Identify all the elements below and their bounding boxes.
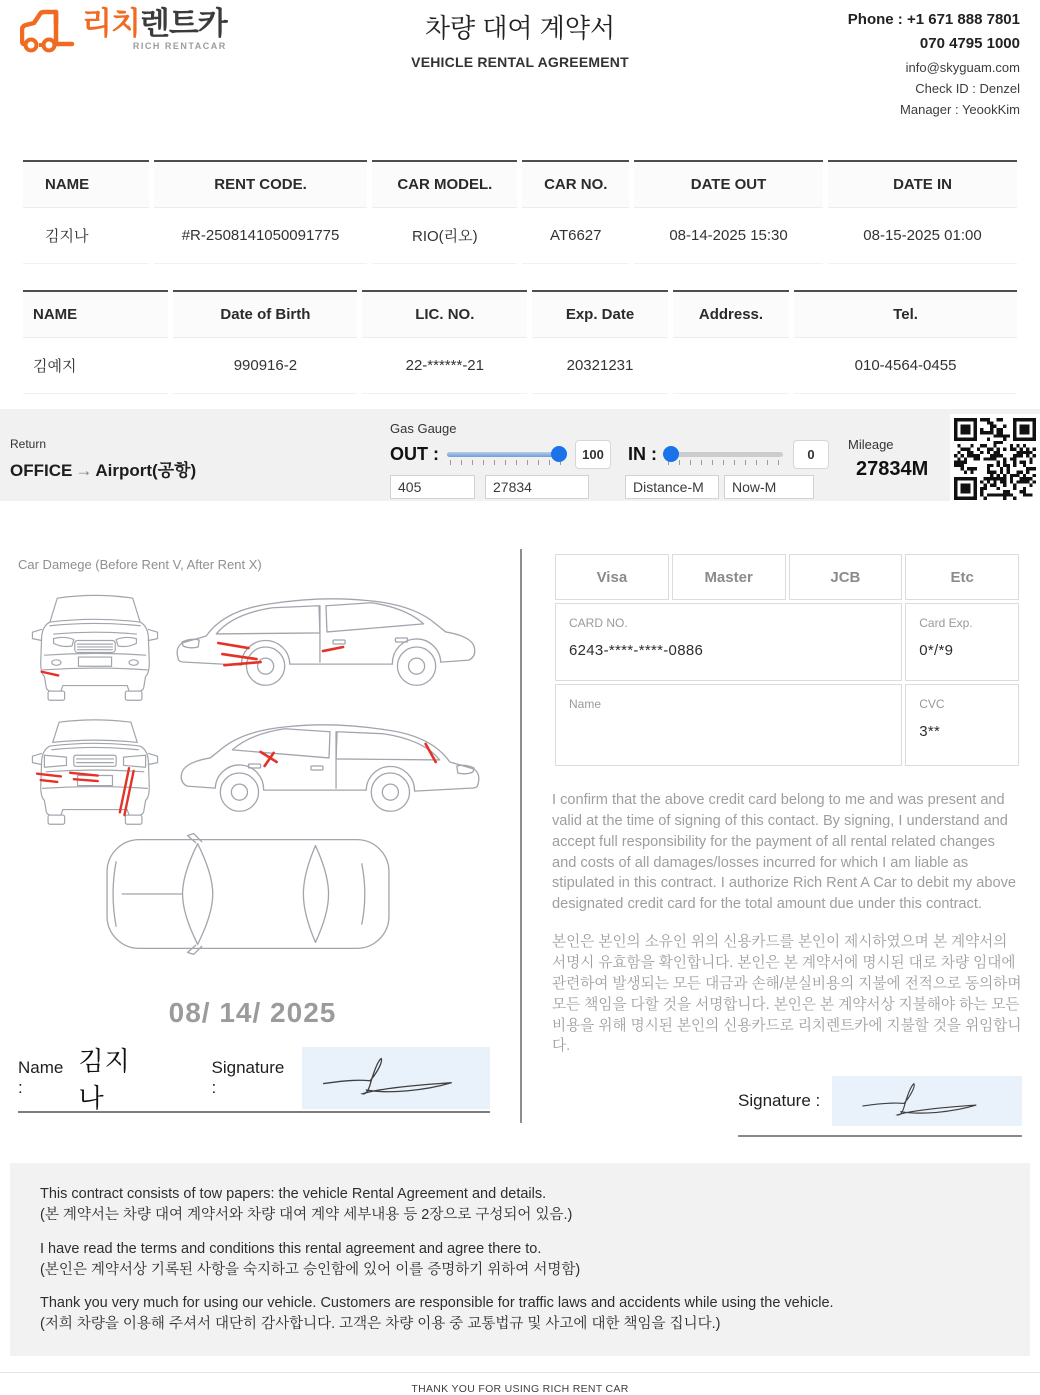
gauge-in-value: 0 (793, 440, 829, 469)
car-left-side-view-diagram[interactable] (172, 585, 484, 701)
gauge-out-value: 100 (575, 440, 611, 469)
driver-tel: 010-4564-0455 (794, 338, 1017, 394)
mileage-label: Mileage (848, 437, 894, 452)
qr-code (950, 414, 1040, 504)
card-confirmation-english: I confirm that the above credit card belong to me and was present and valid at the time of signing of this contact. By signing, I understand and accept full responsibility for the payment of all rental related changes and costs of all damages/losses incurred for which I am liable as stipulated in this contract. I authorize Rich Rent A Car to debit my above designated credit card for the total amount due under this contract. (552, 792, 1016, 913)
cardholder-signature-row (738, 1076, 1022, 1137)
credit-card-table (552, 551, 1022, 769)
terms-section (10, 1163, 1030, 1356)
phone-number-2: 070 4795 1000 (919, 35, 1020, 53)
car-rear-view-diagram[interactable] (26, 713, 164, 827)
card-type-header-row (555, 554, 1019, 600)
terms-3-english: Thank you very much for using our vehicle. Customers are responsible for traffic laws and accidents while using the vehicle. (40, 1295, 834, 1312)
driver-license-no: 22-******-21 (362, 338, 527, 394)
driver-license-exp: 20321231 (532, 338, 668, 394)
terms-1-english: This contract consists of tow papers: the vehicle Rental Agreement and details. (40, 1186, 547, 1202)
col-car-model: CAR MODEL. (372, 160, 517, 208)
col-date-of-birth: Date of Birth (173, 290, 357, 338)
card-confirmation-korean: 본인은 본인의 소유인 위의 신용카드를 본인이 제시하였으며 본 계약서의 서명시 유효함을 확인합니다. 본인은 본 계약서에 명시된 대로 차량 임대에 관련하여 발생되는 모든 대금과 손해/분실비용의 지불에 전적으로 동의하며 모든 책임을 다할 것을 서명합니다. 본인은 본 계약서상 지불해야 하는 모든 비용을 위해 명시된 본인의 신용카드로 리치렌트카에 지불할 것을 위임합니다. (552, 934, 1022, 1055)
mileage-value: 27834M (856, 458, 929, 480)
col-date-out: DATE OUT (634, 160, 823, 208)
col-name: NAME (23, 160, 149, 208)
renter-signature-row (18, 1045, 490, 1113)
rent-code: #R-2508141050091775 (154, 208, 367, 264)
col-driver-name: NAME (23, 290, 168, 338)
card-number-cell[interactable] (555, 603, 902, 681)
car-number: AT6627 (522, 208, 629, 264)
card-number-label: CARD NO. (569, 616, 628, 630)
card-number-value: 6243-****-****-0886 (569, 642, 704, 659)
gas-gauge-label: Gas Gauge (390, 421, 457, 436)
car-model: RIO(리오) (372, 208, 517, 264)
date-out: 08-14-2025 15:30 (634, 208, 823, 264)
logo-text-rich: 리치 (82, 6, 140, 41)
mileage-block (848, 437, 928, 481)
cardholder-signature-field[interactable] (832, 1076, 1022, 1126)
card-exp-cell[interactable] (905, 603, 1019, 681)
rental-date: 08/ 14/ 2025 (168, 997, 337, 1028)
footer-text: THANK YOU FOR USING RICH RENT CAR (411, 1382, 629, 1395)
col-exp-date: Exp. Date (532, 290, 668, 338)
phone-number-1: Phone : +1 671 888 7801 (847, 11, 1020, 28)
email-address: info@skyguam.com (905, 59, 1020, 75)
manager-name: Manager : YeookKim (900, 101, 1020, 117)
car-front-view-diagram[interactable] (26, 589, 164, 703)
terms-2-english: I have read the terms and conditions this rental agreement and agree there to. (40, 1240, 542, 1257)
col-license-no: LIC. NO. (362, 290, 527, 338)
payment-section (552, 545, 1022, 1121)
renter-name: 김지나 (23, 208, 149, 264)
gas-gauge-in (628, 440, 829, 469)
gauge-out-label: OUT : (390, 444, 439, 464)
driver-info-table (18, 290, 1022, 394)
card-type-master[interactable]: Master (672, 554, 786, 600)
page-footer (0, 1372, 1040, 1395)
distance-m-input[interactable] (625, 475, 719, 499)
card-holder-name-cell[interactable] (555, 684, 902, 766)
document-title-korean: 차량 대여 계약서 (424, 13, 616, 43)
signature-label: Signature : (211, 1058, 285, 1097)
slider-fill (447, 452, 565, 457)
slider-ticks (668, 460, 780, 465)
card-cvc-value: 3** (919, 723, 941, 740)
contact-info (848, 8, 1020, 120)
col-tel: Tel. (794, 290, 1017, 338)
renter-signature-field[interactable] (302, 1047, 490, 1109)
terms-1-korean: (본 계약서는 차량 대여 계약서와 차량 대여 계약 세부내용 등 2장으로 구성되어 있음.) (40, 1207, 573, 1224)
slider-track (665, 452, 783, 457)
gauge-out-slider[interactable] (447, 445, 565, 465)
check-id: Check ID : Denzel (915, 80, 1020, 96)
driver-table-row (23, 338, 1017, 394)
terms-3-korean: (저희 차량을 이용해 주셔서 대단히 감사합니다. 고객은 차량 이용 중 교통법규 및 사고에 대한 책임을 집니다.) (40, 1316, 721, 1333)
driver-name: 김예지 (23, 338, 168, 394)
return-label: Return (10, 437, 47, 451)
col-date-in: DATE IN (828, 160, 1017, 208)
status-band (0, 409, 1040, 501)
logo-caption: RICH RENTACAR (132, 41, 227, 51)
name-label: Name : (18, 1058, 64, 1097)
signature-label: Signature : (738, 1091, 821, 1111)
document-title-english: VEHICLE RENTAL AGREEMENT (411, 54, 629, 70)
slider-thumb[interactable] (663, 446, 679, 462)
card-exp-value: 0*/*9 (919, 642, 954, 659)
gas-gauge-out (390, 440, 611, 469)
return-from: OFFICE (10, 461, 73, 480)
car-damage-section (0, 545, 505, 1121)
gauge-in-slider[interactable] (665, 445, 783, 465)
driver-table-header-row (23, 290, 1017, 338)
gauge-in-label: IN : (628, 444, 657, 464)
distance-end-input[interactable] (485, 475, 589, 499)
return-to: Airport(공항) (95, 461, 197, 480)
renter-name-value: 김지나 (78, 1046, 131, 1113)
car-top-view-diagram[interactable] (102, 833, 394, 955)
rental-table-row (23, 208, 1017, 264)
logo-text-rentcar: 렌트카 (139, 6, 227, 41)
return-block (10, 437, 196, 481)
col-address: Address. (673, 290, 789, 338)
distance-start-input[interactable] (390, 475, 475, 499)
card-exp-label: Card Exp. (919, 616, 973, 630)
card-cvc-label: CVC (919, 697, 945, 711)
slider-ticks (450, 460, 562, 465)
terms-2-korean: (본인은 계약서상 기록된 사항을 숙지하고 승인함에 있어 이를 증명하기 위하여 서명함) (40, 1261, 581, 1278)
col-rent-code: RENT CODE. (154, 160, 367, 208)
rental-info-table (18, 160, 1022, 264)
date-in: 08-15-2025 01:00 (828, 208, 1017, 264)
card-type-visa[interactable]: Visa (555, 554, 669, 600)
driver-birth: 990916-2 (173, 338, 357, 394)
column-divider (520, 549, 522, 1123)
car-damage-title: Car Damege (Before Rent V, After Rent X) (18, 557, 262, 572)
slider-thumb[interactable] (551, 446, 567, 462)
arrow-right-icon: → (75, 461, 93, 480)
car-right-side-view-diagram[interactable] (172, 711, 484, 827)
driver-address (673, 338, 789, 394)
header (0, 0, 1040, 128)
col-car-no: CAR NO. (522, 160, 629, 208)
card-holder-name-label: Name (569, 697, 602, 711)
now-m-input[interactable] (724, 475, 814, 499)
main-section (0, 545, 1040, 1121)
card-cvc-cell[interactable] (905, 684, 1019, 766)
rental-table-header-row (23, 160, 1017, 208)
return-route (10, 456, 196, 481)
card-type-jcb[interactable]: JCB (789, 554, 903, 600)
card-type-etc[interactable]: Etc (905, 554, 1019, 600)
